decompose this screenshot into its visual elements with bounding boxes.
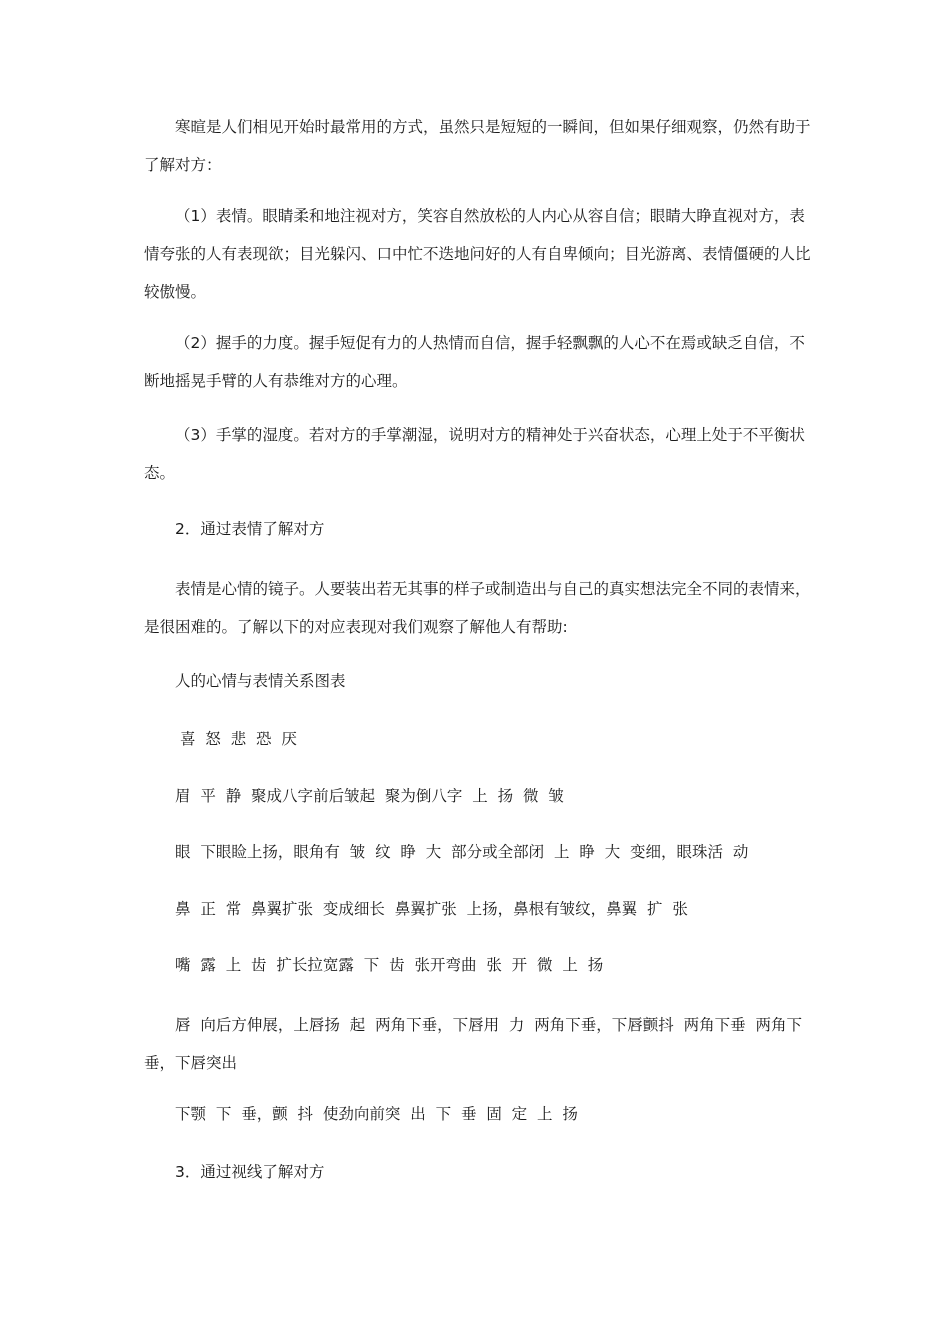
paragraph-expression-mirror: 表情是心情的镜子。人要装出若无其事的样子或制造出与自己的真实想法完全不同的表情来，是很困难的。了解以下的对应表现对我们观察了解他人有帮助: — [144, 580, 811, 636]
section-heading-gaze: 3．通过视线了解对方 — [175, 1163, 325, 1181]
paragraph-palm-humidity: （3）手掌的湿度。若对方的手掌潮湿，说明对方的精神处于兴奋状态，心理上处于不平衡状态。 — [144, 426, 805, 482]
row-eye: 眼 下眼睑上扬，眼角有 皱 纹 睁 大 部分或全部闭 上 睁 大 变细，眼珠活 动 — [175, 843, 749, 861]
row-lips: 唇 向后方伸展，上唇扬 起 两角下垂，下唇用 力 两角下垂，下唇颤抖 两角下垂 两角下垂，下唇突出 — [144, 1016, 802, 1072]
row-eyebrow: 眉 平 静 聚成八字前后皱起 聚为倒八字 上 扬 微 皱 — [175, 787, 564, 805]
row-mouth: 嘴 露 上 齿 扩长拉宽露 下 齿 张开弯曲 张 开 微 上 扬 — [175, 956, 604, 974]
row-jaw: 下颚 下 垂，颤 抖 使劲向前突 出 下 垂 固 定 上 扬 — [175, 1105, 578, 1123]
section-heading-expression: 2．通过表情了解对方 — [175, 520, 325, 538]
emotion-header-row: 喜 怒 悲 恐 厌 — [175, 730, 297, 748]
chart-title-text: 人的心情与表情关系图表 — [175, 672, 346, 690]
paragraph-expression: （1）表情。眼睛柔和地注视对方，笑容自然放松的人内心从容自信；眼睛大睁直视对方，表情夸张的人有表现欲；目光躲闪、口中忙不迭地问好的人有自卑倾向；目光游离、表情僵硬的人比较傲慢。 — [144, 207, 811, 301]
row-nose: 鼻 正 常 鼻翼扩张 变成细长 鼻翼扩张 上扬，鼻根有皱纹，鼻翼 扩 张 — [175, 900, 688, 918]
paragraph-handshake-strength: （2）握手的力度。握手短促有力的人热情而自信，握手轻飘飘的人心不在焉或缺乏自信，不断地摇晃手臂的人有恭维对方的心理。 — [144, 334, 805, 390]
paragraph-greeting-intro: 寒暄是人们相见开始时最常用的方式，虽然只是短短的一瞬间，但如果仔细观察，仍然有助于了解对方： — [144, 118, 811, 174]
